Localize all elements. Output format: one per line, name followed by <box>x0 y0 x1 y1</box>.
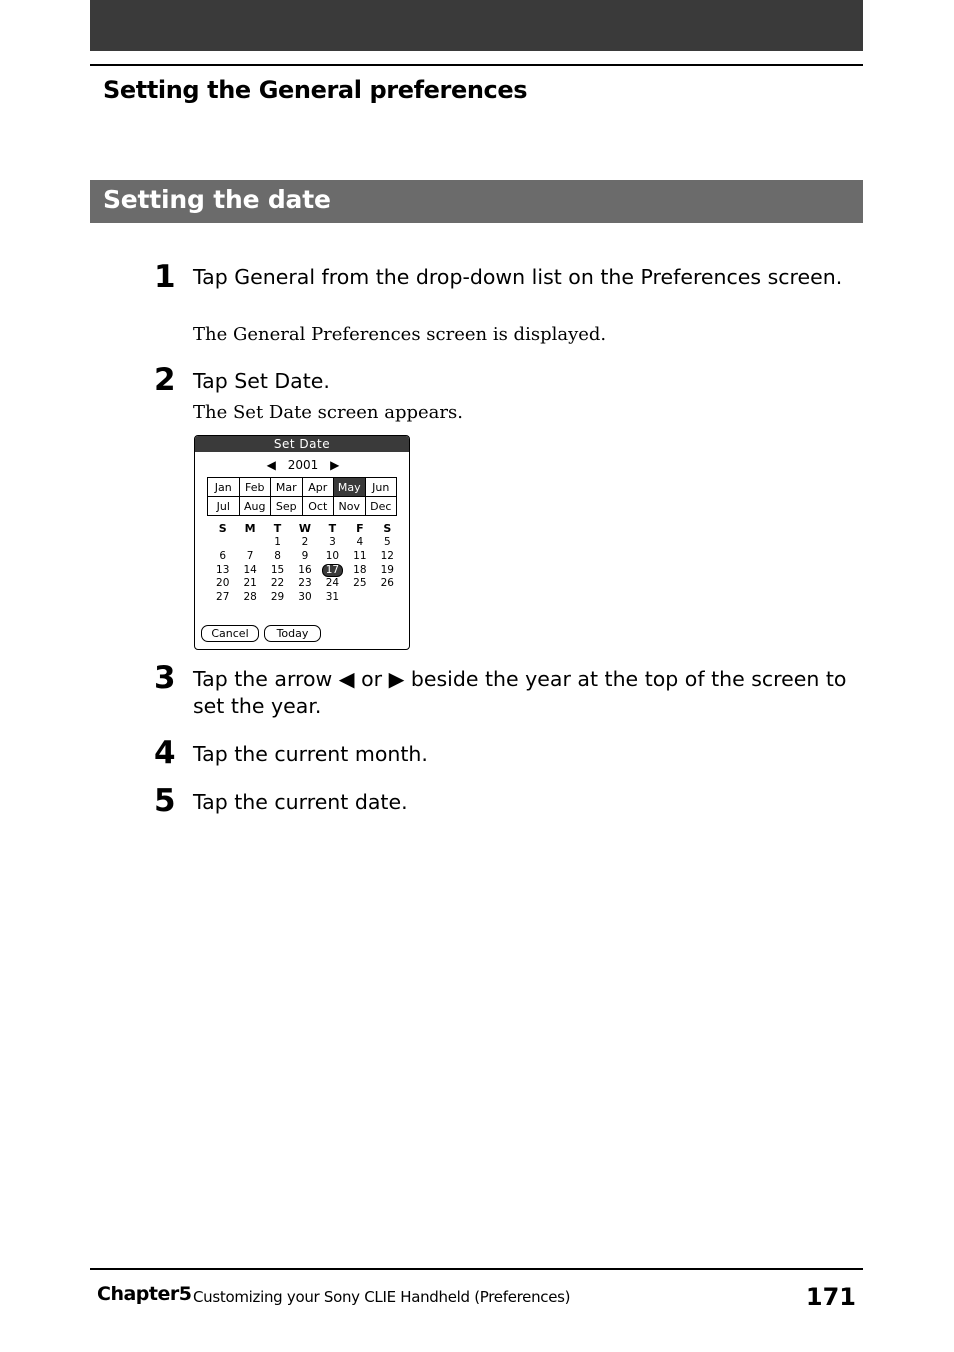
day-22[interactable] <box>264 577 291 591</box>
day-16[interactable] <box>291 564 318 578</box>
day-label: 11 <box>353 549 367 562</box>
day-24[interactable] <box>319 577 346 591</box>
day-label: 6 <box>219 549 227 562</box>
weekday-label: W <box>298 522 312 535</box>
month-sep[interactable]: Sep <box>271 497 303 516</box>
step-2-number: 2 <box>154 362 176 398</box>
cancel-button[interactable]: Cancel <box>201 625 259 642</box>
day-9[interactable] <box>291 550 318 564</box>
day-empty <box>209 536 236 550</box>
day-label: 21 <box>243 577 257 590</box>
day-27[interactable] <box>209 591 236 605</box>
month-jul[interactable]: Jul <box>208 497 240 516</box>
header-rule <box>90 64 863 66</box>
day-label: 13 <box>216 563 230 576</box>
month-feb[interactable]: Feb <box>240 478 272 497</box>
footer-chapter: Chapter5 <box>97 1283 192 1305</box>
weekday-label: M <box>244 522 256 535</box>
day-31[interactable] <box>319 591 346 605</box>
day-label: 2 <box>301 536 309 548</box>
section-bar <box>90 180 863 223</box>
day-28[interactable] <box>236 591 263 605</box>
day-1[interactable] <box>264 536 291 550</box>
day-18[interactable] <box>346 564 373 578</box>
day-grid <box>209 522 401 605</box>
day-label: 3 <box>329 536 336 548</box>
day-19[interactable] <box>374 564 401 578</box>
day-label: 30 <box>298 591 312 604</box>
day-15[interactable] <box>264 564 291 578</box>
weekday-label: F <box>356 522 364 535</box>
step-4-number: 4 <box>154 735 176 771</box>
day-label: 28 <box>243 591 257 604</box>
day-label: 5 <box>383 536 391 548</box>
day-label: 25 <box>353 577 367 590</box>
day-label: 12 <box>380 549 394 562</box>
next-year-arrow-icon[interactable]: ▶ <box>330 458 340 472</box>
footer-rule <box>90 1268 863 1270</box>
step-3-number: 3 <box>154 660 176 696</box>
day-30[interactable] <box>291 591 318 605</box>
day-label: 24 <box>325 577 340 590</box>
month-grid <box>207 477 397 516</box>
weekday-label: S <box>218 522 227 535</box>
day-12[interactable] <box>374 550 401 564</box>
day-label: 15 <box>270 563 285 576</box>
day-label: 14 <box>243 563 257 576</box>
day-label: 8 <box>274 549 281 562</box>
month-dec[interactable]: Dec <box>366 497 398 516</box>
page-title: Setting the General preferences <box>103 76 528 104</box>
day-label: 10 <box>325 549 340 562</box>
step-2-note: The Set Date screen appears. <box>193 402 463 423</box>
step-1-number: 1 <box>154 259 176 295</box>
day-label: 23 <box>298 577 312 590</box>
day-3[interactable] <box>319 536 346 550</box>
month-nov[interactable]: Nov <box>334 497 366 516</box>
day-label: 26 <box>380 577 394 590</box>
day-29[interactable] <box>264 591 291 605</box>
day-8[interactable] <box>264 550 291 564</box>
weekday-label: T <box>273 522 282 535</box>
day-7[interactable] <box>236 550 263 564</box>
day-6[interactable] <box>209 550 236 564</box>
step-1-note: The General Preferences screen is displayed. <box>193 324 607 345</box>
day-11[interactable] <box>346 550 373 564</box>
month-jun[interactable]: Jun <box>366 478 398 497</box>
month-jan[interactable]: Jan <box>208 478 240 497</box>
step-2-text: Tap Set Date. <box>193 369 330 393</box>
day-17[interactable] <box>319 564 346 578</box>
day-13[interactable] <box>209 564 236 578</box>
day-26[interactable] <box>374 577 401 591</box>
month-apr[interactable]: Apr <box>303 478 335 497</box>
step-3-text: Tap the arrow ◀ or ▶ beside the year at the top of the screen to set the year. <box>193 667 847 718</box>
day-label: 20 <box>216 577 230 590</box>
page-number: 171 <box>805 1283 856 1311</box>
day-2[interactable] <box>291 536 318 550</box>
today-button[interactable]: Today <box>264 625 321 642</box>
prev-year-arrow-icon[interactable]: ◀ <box>266 458 276 472</box>
step-5-number: 5 <box>154 783 176 819</box>
day-label: 16 <box>298 563 312 576</box>
day-label: 9 <box>301 549 309 562</box>
day-5[interactable] <box>374 536 401 550</box>
day-label: 22 <box>270 577 285 590</box>
set-date-screen <box>194 435 410 650</box>
day-label: 7 <box>246 549 254 562</box>
day-empty <box>374 591 401 605</box>
month-aug[interactable]: Aug <box>240 497 272 516</box>
day-label: 29 <box>270 591 285 604</box>
day-25[interactable] <box>346 577 373 591</box>
day-14[interactable] <box>236 564 263 578</box>
day-label: 19 <box>380 563 394 576</box>
year-selector <box>195 457 410 473</box>
month-oct[interactable]: Oct <box>303 497 335 516</box>
day-empty <box>346 591 373 605</box>
step-4-text: Tap the current month. <box>193 742 428 766</box>
day-label: 27 <box>216 591 230 604</box>
day-21[interactable] <box>236 577 263 591</box>
day-empty <box>236 536 263 550</box>
footer-description: Customizing your Sony CLIE Handheld (Preferences) <box>193 1288 571 1306</box>
day-10[interactable] <box>319 550 346 564</box>
day-23[interactable] <box>291 577 318 591</box>
day-label: 31 <box>325 591 340 604</box>
weekday-label: T <box>328 522 337 535</box>
section-title: Setting the date <box>103 185 331 214</box>
header-bar <box>90 0 863 51</box>
step-5-text: Tap the current date. <box>193 790 408 814</box>
year-value: 2001 <box>287 458 319 472</box>
day-label: 4 <box>356 536 364 548</box>
day-4[interactable] <box>346 536 373 550</box>
weekday-label: S <box>383 522 392 535</box>
month-may[interactable]: May <box>334 478 366 497</box>
day-label: 1 <box>274 536 281 548</box>
set-date-title: Set Date <box>195 436 409 452</box>
day-label: 18 <box>353 563 367 576</box>
step-1-text: Tap General from the drop-down list on the Preferences screen. <box>193 265 843 289</box>
month-mar[interactable]: Mar <box>271 478 303 497</box>
day-label: 17 <box>322 564 343 577</box>
day-20[interactable] <box>209 577 236 591</box>
